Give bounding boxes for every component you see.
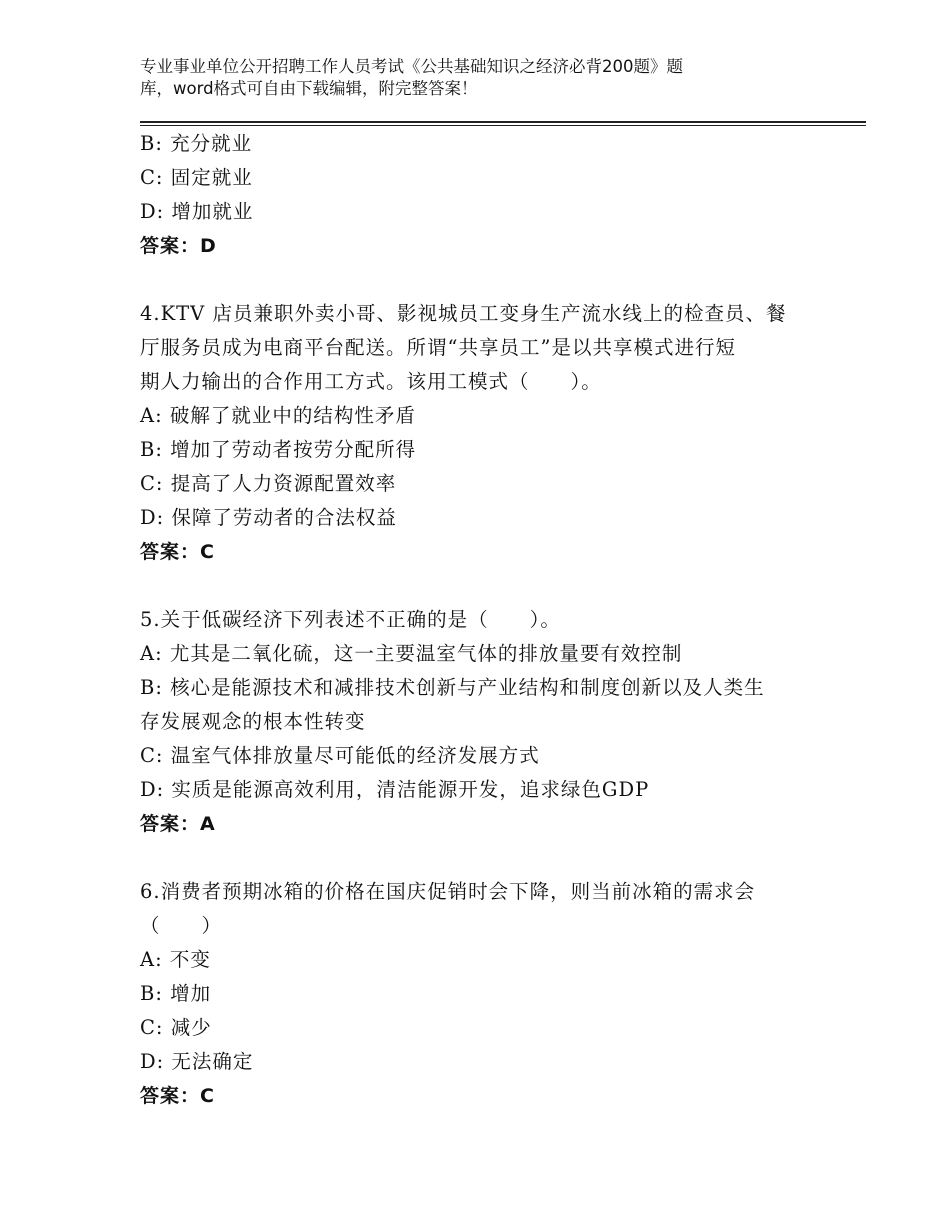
option-b: B: 核心是能源技术和减排技术创新与产业结构和制度创新以及人类生 <box>140 676 765 699</box>
option-b: B: 充分就业 <box>140 132 253 155</box>
option-b-continued: 存发展观念的根本性转变 <box>140 710 366 733</box>
option-a: A: 不变 <box>140 948 211 971</box>
answer: 答案：D <box>140 235 217 257</box>
document-header <box>140 56 780 100</box>
option-c: C: 温室气体排放量尽可能低的经济发展方式 <box>140 744 540 767</box>
option-a: A: 尤其是二氧化硫，这一主要温室气体的排放量要有效控制 <box>140 642 683 665</box>
option-d: D: 增加就业 <box>140 200 254 223</box>
answer: 答案：C <box>140 1085 215 1107</box>
option-d: D: 实质是能源高效利用，清洁能源开发，追求绿色GDP <box>140 778 650 801</box>
option-d: D: 无法确定 <box>140 1050 254 1073</box>
question-stem-line: 期人力输出的合作用工方式。该用工模式（ ）。 <box>140 370 602 393</box>
header-rule-thin <box>140 125 866 126</box>
question-3-continued <box>140 127 820 263</box>
header-rule-thick <box>140 121 866 123</box>
question-stem-line: 6.消费者预期冰箱的价格在国庆促销时会下降，则当前冰箱的需求会 <box>140 880 756 903</box>
question-stem-line: 4.KTV 店员兼职外卖小哥、影视城员工变身生产流水线上的检查员、餐 <box>140 302 787 325</box>
question-stem-line: 5.关于低碳经济下列表述不正确的是（ ）。 <box>140 608 561 631</box>
question-stem-line: 厅服务员成为电商平台配送。所谓“共享员工”是以共享模式进行短 <box>140 336 736 359</box>
option-b: B: 增加了劳动者按劳分配所得 <box>140 438 417 461</box>
option-c: C: 提高了人力资源配置效率 <box>140 472 397 495</box>
question-5 <box>140 603 820 841</box>
question-6 <box>140 875 820 1113</box>
answer: 答案：A <box>140 813 216 835</box>
document-body <box>140 127 820 1113</box>
option-d: D: 保障了劳动者的合法权益 <box>140 506 397 529</box>
option-a: A: 破解了就业中的结构性矛盾 <box>140 404 416 427</box>
option-c: C: 固定就业 <box>140 166 253 189</box>
answer: 答案：C <box>140 541 215 563</box>
option-c: C: 减少 <box>140 1016 212 1039</box>
header-line-2: 库，word格式可自由下载编辑，附完整答案！ <box>140 79 478 98</box>
header-line-1: 专业事业单位公开招聘工作人员考试《公共基础知识之经济必背200题》题 <box>140 57 683 76</box>
option-b: B: 增加 <box>140 982 212 1005</box>
question-4 <box>140 297 820 569</box>
question-stem-line: （ ） <box>140 914 223 937</box>
